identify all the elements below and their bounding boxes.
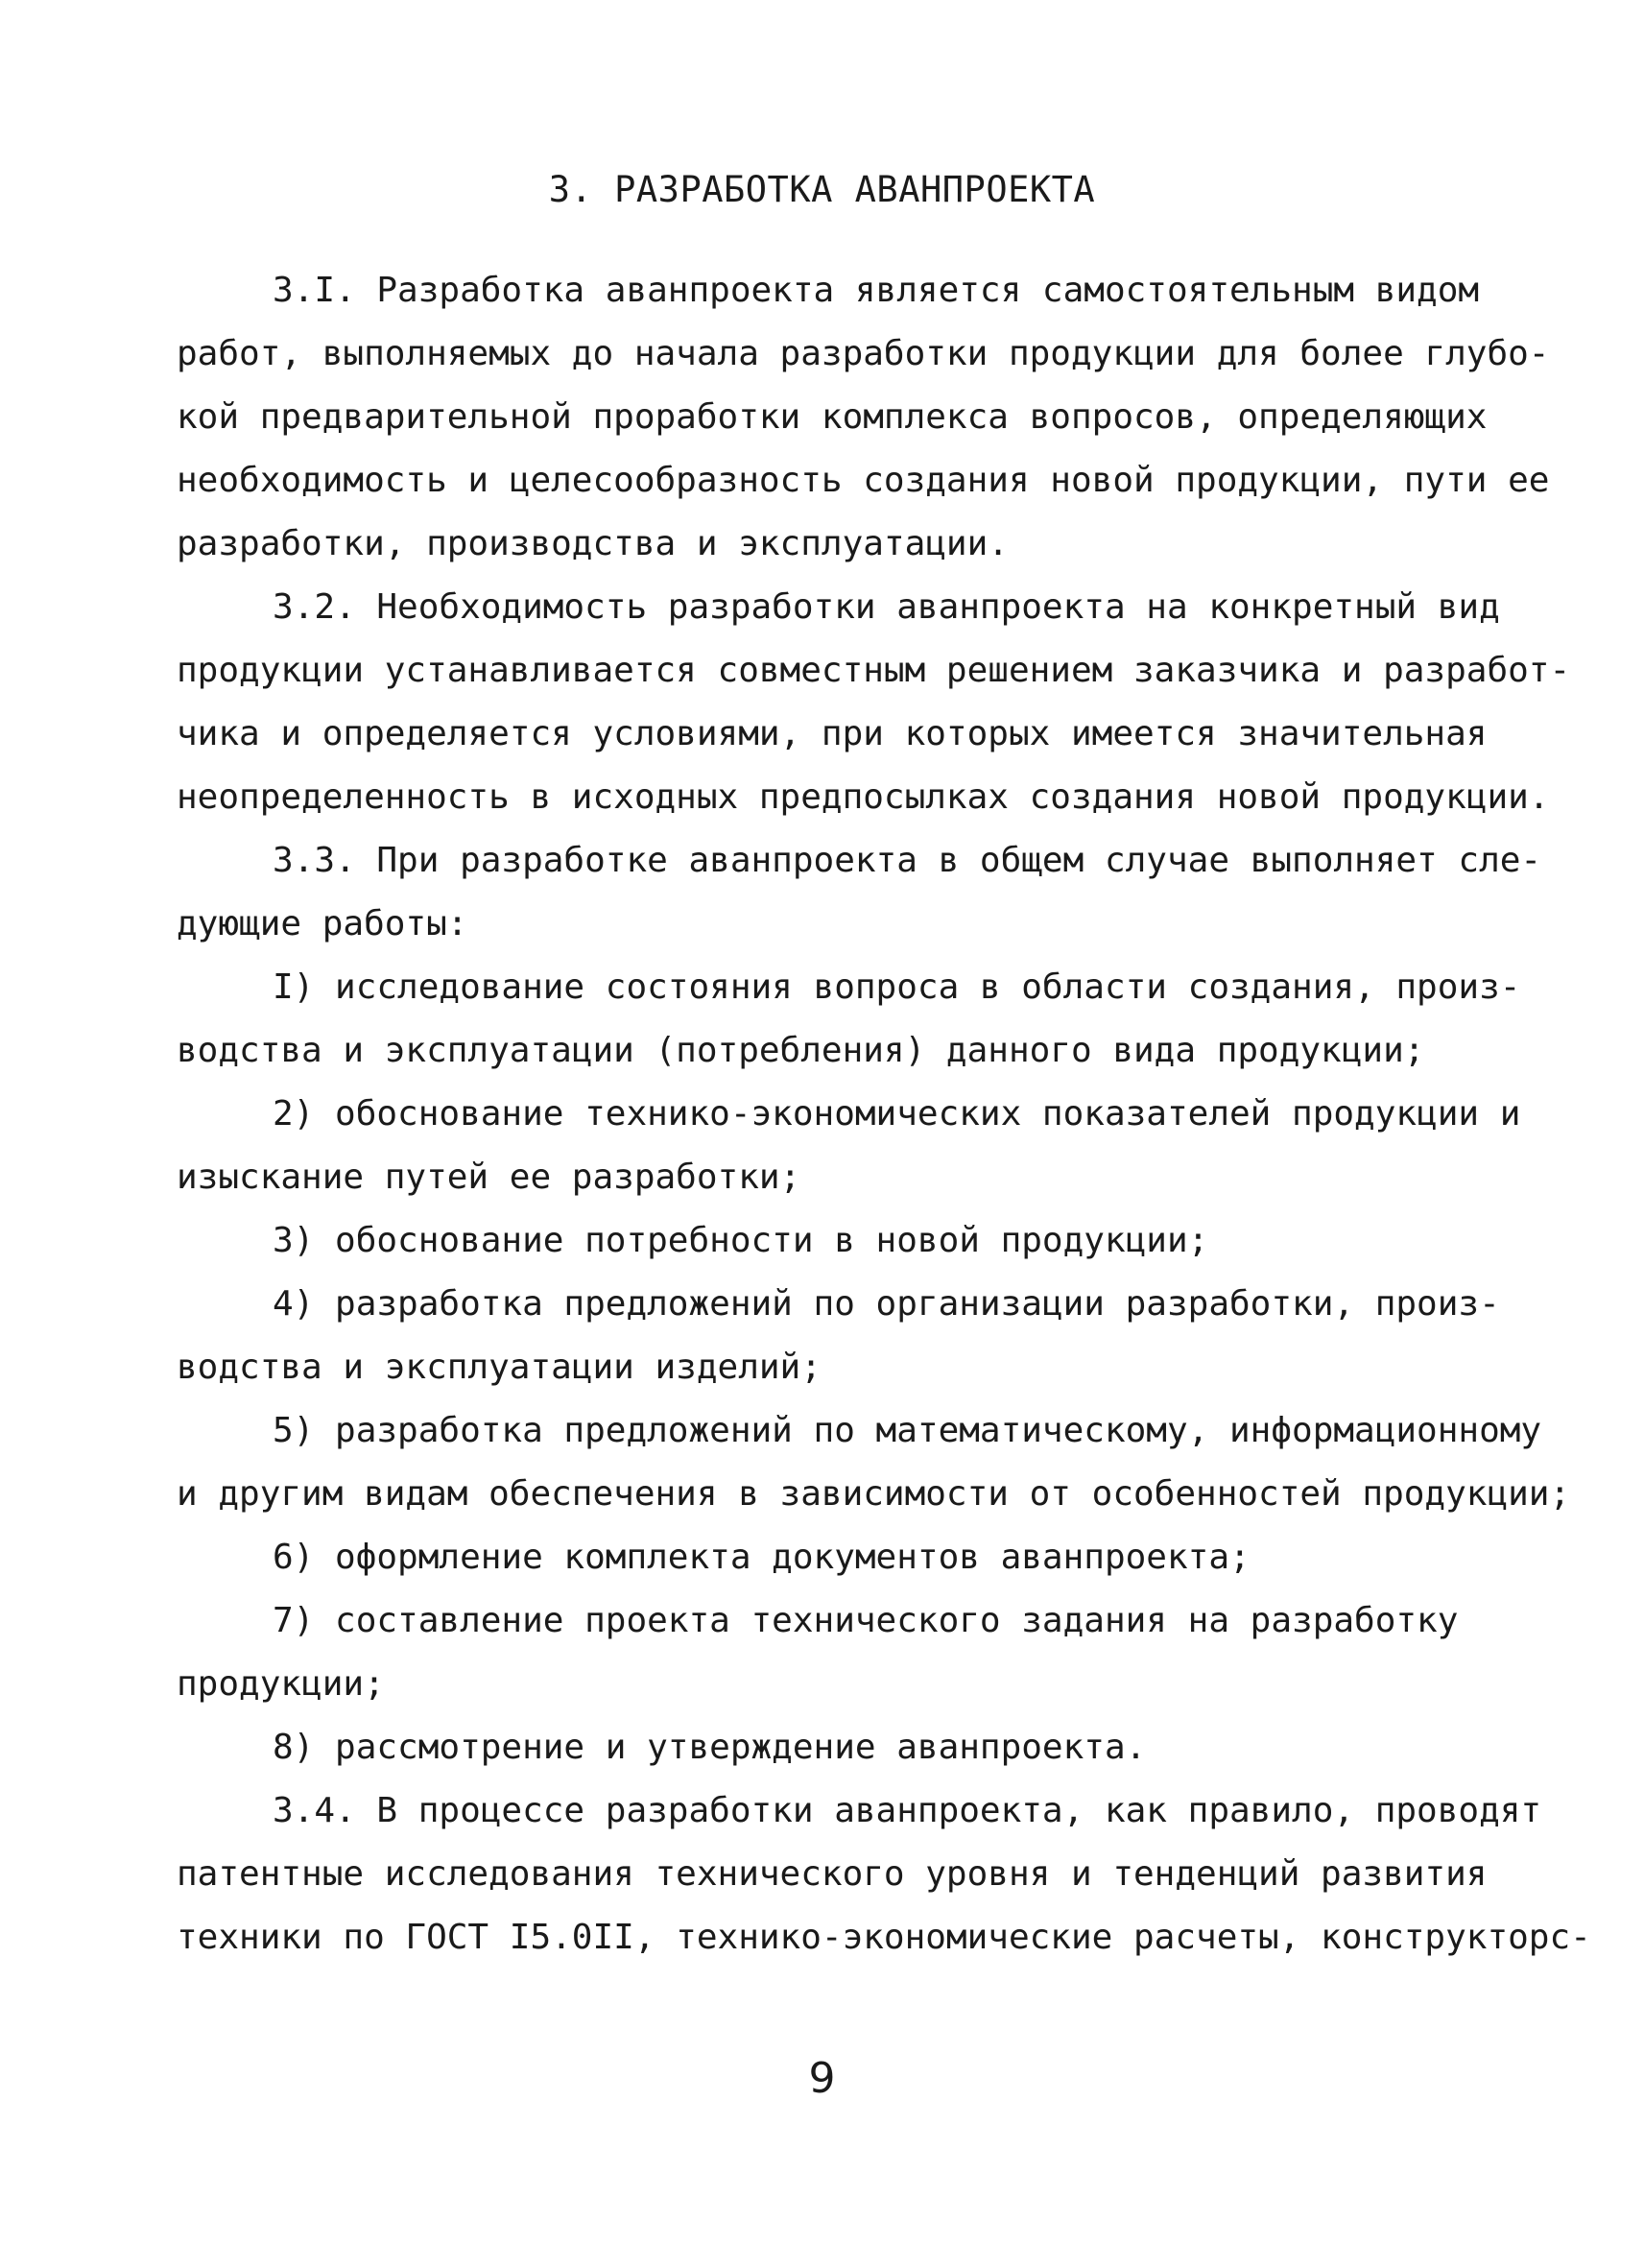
paragraph-3-1-line-2: работ, выполняемых до начала разработки продукции для более глубо- [177,334,1550,373]
paragraph-3-1-line-4: необходимость и целесообразность создания новой продукции, пути ее [177,461,1550,500]
list-item-7-line-1: 7) составление проекта технического задания на разработку [273,1601,1459,1640]
list-item-4-line-2: водства и эксплуатации изделий; [177,1348,822,1387]
paragraph-3-4-line-3: техники по ГОСТ I5.0II, технико-экономические расчеты, конструкторс- [177,1918,1591,1957]
paragraph-3-4-line-1: 3.4. В процессе разработки аванпроекта, как правило, проводят [273,1791,1542,1830]
list-item-5-line-2: и другим видам обеспечения в зависимости от особенностей продукции; [177,1474,1571,1514]
section-body [177,259,1591,1970]
list-item-4-line-1: 4) разработка предложений по организации разработки, произ- [273,1284,1500,1324]
paragraph-3-1-line-5: разработки, производства и эксплуатации. [177,524,1009,563]
paragraph-3-2-line-2: продукции устанавливается совместным решением заказчика и разработ- [177,651,1571,690]
list-item-2-line-2: изыскание путей ее разработки; [177,1158,801,1197]
paragraph-3-4-line-2: патентные исследования технического уровня и тенденций развития [177,1854,1488,1894]
list-item-8: 8) рассмотрение и утверждение аванпроекта. [273,1728,1147,1767]
list-item-6: 6) оформление комплекта документов аванпроекта; [273,1538,1251,1577]
paragraph-3-2-line-4: неопределенность в исходных предпосылках создания новой продукции. [177,777,1550,817]
section-title: 3. РАЗРАБОТКА АВАНПРОЕКТА [548,169,1096,210]
paragraph-3-1-line-1: 3.I. Разработка аванпроекта является самостоятельным видом [273,271,1480,310]
list-item-2-line-1: 2) обоснование технико-экономических показателей продукции и [273,1094,1521,1134]
paragraph-3-3-line-1: 3.3. При разработке аванпроекта в общем случае выполняет сле- [273,841,1542,880]
list-item-1-line-2: водства и эксплуатации (потребления) данного вида продукции; [177,1031,1425,1070]
paragraph-3-2-line-1: 3.2. Необходимость разработки аванпроекта на конкретный вид [273,587,1500,627]
paragraph-3-3-line-2: дующие работы: [177,904,468,943]
list-item-1-line-1: I) исследование состояния вопроса в области создания, произ- [273,967,1521,1007]
list-item-7-line-2: продукции; [177,1664,385,1704]
paragraph-3-2-line-3: чика и определяется условиями, при которых имеется значительная [177,714,1488,753]
paragraph-3-1-line-3: кой предварительной проработки комплекса вопросов, определяющих [177,397,1488,437]
list-item-5-line-1: 5) разработка предложений по математическому, информационному [273,1411,1542,1450]
list-item-3: 3) обоснование потребности в новой продукции; [273,1221,1209,1260]
page-number: 9 [808,2054,836,2103]
